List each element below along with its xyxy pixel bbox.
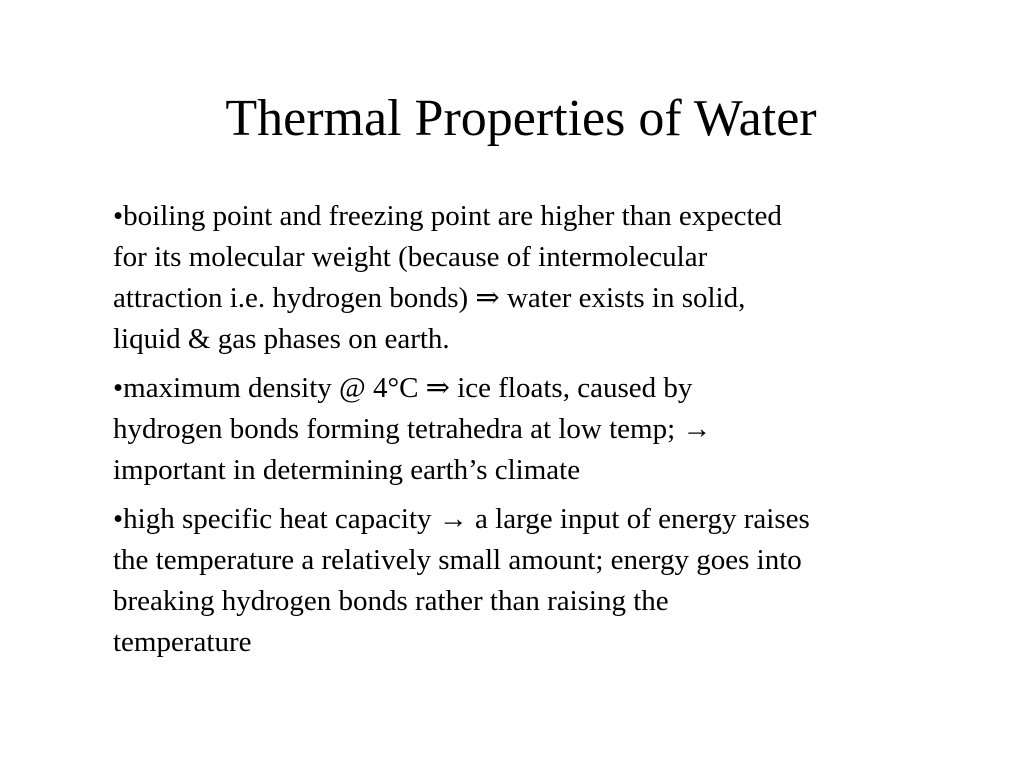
bullet-marker: • bbox=[113, 200, 124, 232]
bullet-item-specific-heat bbox=[113, 499, 953, 663]
bullet-line: important in determining earth’s climate bbox=[113, 454, 581, 486]
bullet-marker: • bbox=[113, 503, 124, 535]
bullet-line: the temperature a relatively small amount; energy goes into bbox=[113, 544, 802, 576]
slide-title: Thermal Properties of Water bbox=[225, 90, 817, 147]
bullet-item-boiling-freezing bbox=[113, 196, 953, 360]
bullet-line: attraction i.e. hydrogen bonds) ⇒ water exists in solid, bbox=[113, 282, 746, 314]
bullet-list bbox=[113, 196, 953, 671]
bullet-text: maximum density @ 4°C ⇒ ice floats, caused by bbox=[123, 372, 693, 404]
bullet-line bbox=[113, 368, 953, 409]
bullet-line bbox=[113, 499, 953, 540]
bullet-text: boiling point and freezing point are higher than expected bbox=[123, 200, 782, 232]
bullet-item-maximum-density bbox=[113, 368, 953, 491]
bullet-line bbox=[113, 196, 953, 237]
bullet-marker: • bbox=[113, 372, 124, 404]
bullet-line: liquid & gas phases on earth. bbox=[113, 323, 450, 355]
bullet-line: hydrogen bonds forming tetrahedra at low temp; → bbox=[113, 413, 712, 445]
bullet-line: for its molecular weight (because of intermolecular bbox=[113, 241, 708, 273]
bullet-text: high specific heat capacity → a large input of energy raises bbox=[123, 503, 810, 535]
bullet-line: temperature bbox=[113, 626, 252, 658]
bullet-line: breaking hydrogen bonds rather than raising the bbox=[113, 585, 669, 617]
